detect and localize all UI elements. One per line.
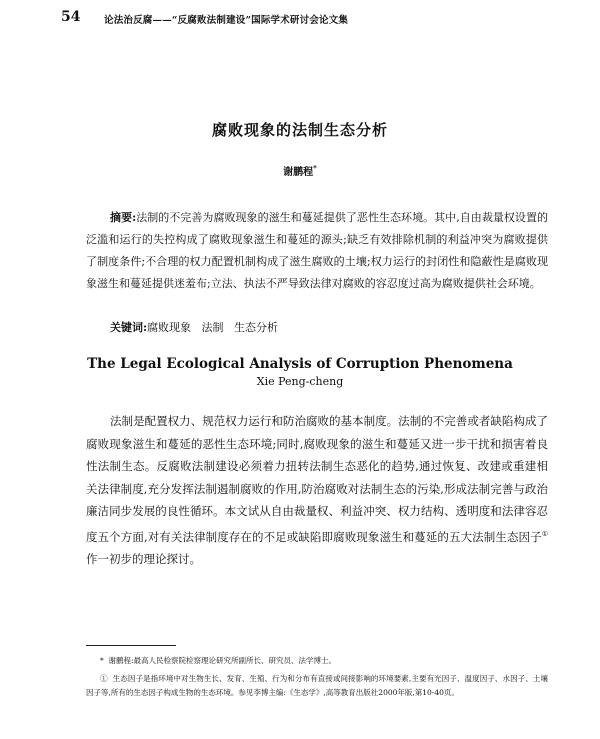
body-footnote-ref: ①: [541, 529, 548, 538]
author-name: 谢鹏程: [283, 167, 314, 178]
footnote-1-text: 谢鹏程:最高人民检察院检察理论研究所副所长、研究员、法学博士。: [108, 656, 337, 665]
keywords-text: 腐败现象 法制 生态分析: [147, 321, 279, 334]
article-title: 腐败现象的法制生态分析: [211, 121, 388, 139]
abstract: [86, 207, 548, 295]
footnote-2-marker: ①: [100, 674, 108, 683]
english-title: The Legal Ecological Analysis of Corruption Phenomena: [87, 356, 513, 372]
body-text-end: 作一初步的理论探讨。: [86, 551, 201, 566]
body-text: 法制是配置权力、规范权力运行和防治腐败的基本制度。法制的不完善或者缺陷构成了腐败现象滋生和蔓延的恶性生态环境;同时,腐败现象的滋生和蔓延又进一步干扰和损害着良性法制生态。反腐败法制建设必须着力扭转法制生态恶化的趋势,通过恢复、改建或重建相关法律制度,充分发挥法制遏制腐败的作用,防治腐败对法制生态的污染,形成法制完善与政治廉洁同步发展的良性循环。本文试从自由裁量权、利益冲突、权力结构、透明度和法律容忍度五个方面,对有关法律制度存在的不足或缺陷即腐败现象滋生和蔓延的五大法制生态因子: [86, 414, 548, 544]
footnote-2-text: 生态因子是指环境中对生物生长、发育、生殖、行为和分布有直接或间接影响的环境要素,主要有光因子、温度因子、水因子、土壤因子等,所有的生态因子构成生物的生态环境。参见李博主编:《生态学》,高等教育出版社2000年版,第10-40页。: [86, 674, 548, 697]
english-author: Xie Peng-cheng: [256, 375, 344, 388]
page-number: 54: [61, 9, 81, 25]
abstract-text: 法制的不完善为腐败现象的滋生和蔓延提供了恶性生态环境。其中,自由裁量权设置的泛滥和运行的失控构成了腐败现象滋生和蔓延的源头;缺乏有效排除机制的利益冲突为腐败提供了制度条件;不合理的权力配置机制构成了滋生腐败的土壤;权力运行的封闭性和隐蔽性是腐败现象滋生和蔓延提供迷羞布;立法、执法不严导致法律对腐败的容忍度过高为腐败提供社会环境。: [86, 211, 548, 290]
footnote-rule: [86, 645, 176, 646]
footnote-1: [86, 654, 548, 668]
author-footnote-mark: *: [313, 163, 317, 173]
keywords-label: 关键词:: [110, 321, 148, 334]
article-author: [0, 163, 600, 178]
body-paragraph: [86, 410, 548, 570]
footnote-1-marker: *: [100, 656, 104, 665]
footnote-2: [86, 672, 548, 700]
abstract-label: 摘要:: [110, 211, 137, 224]
keywords: [86, 317, 548, 339]
running-title: 论法治反腐——“反腐败法制建设”国际学术研讨会论文集: [104, 15, 349, 26]
